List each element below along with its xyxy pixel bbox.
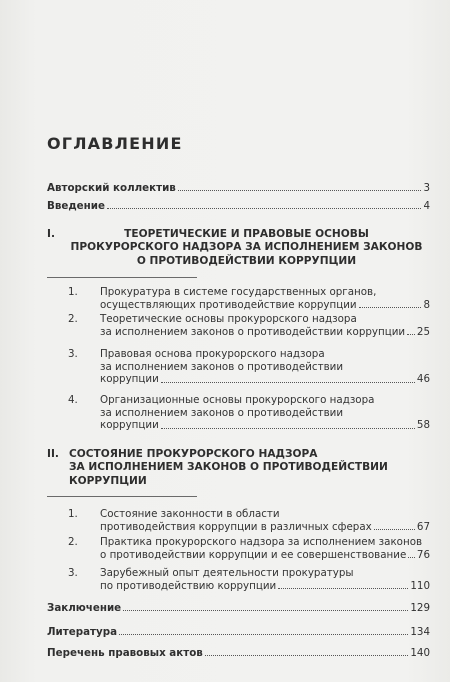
section-rule: [47, 277, 197, 278]
toc-entry-introduction[interactable]: [47, 200, 430, 212]
section-heading-1[interactable]: [47, 228, 430, 268]
section-heading-line: ПРОКУРОРСКОГО НАДЗОРА ЗА ИСПОЛНЕНИЕМ ЗАКОНОВ: [70, 241, 423, 254]
subentry-line: за исполнением законов о противодействии: [100, 406, 344, 419]
dot-leader: [205, 654, 409, 656]
subentry-number: 4.: [68, 394, 78, 406]
dot-leader: [161, 427, 415, 429]
toc-subentry[interactable]: [68, 348, 430, 386]
dot-leader: [278, 587, 408, 589]
subentry-number: 3.: [68, 348, 78, 360]
toc-entry-authors[interactable]: [47, 182, 430, 194]
subentry-page: 8: [423, 298, 430, 311]
subentry-number: 2.: [68, 536, 78, 548]
toc-entry-label: Перечень правовых актов: [47, 647, 203, 659]
toc-subentry[interactable]: [68, 313, 430, 338]
dot-leader: [123, 609, 408, 611]
toc-entry-label: Литература: [47, 626, 118, 638]
toc-entry-label: Заключение: [47, 602, 122, 614]
toc-entry-label: Авторский коллектив: [47, 182, 176, 194]
section-rule: [47, 496, 197, 497]
section-heading-line: ЗА ИСПОЛНЕНИЕМ ЗАКОНОВ О ПРОТИВОДЕЙСТВИИ: [69, 461, 388, 474]
dot-leader: [359, 306, 422, 308]
subentry-line: коррупции: [100, 419, 159, 432]
section-heading-line: О ПРОТИВОДЕЙСТВИИ КОРРУПЦИИ: [136, 254, 357, 267]
subentry-line: осуществляющих противодействие коррупции: [100, 298, 357, 311]
subentry-number: 1.: [68, 508, 78, 520]
toc-entry-page: 129: [410, 602, 430, 614]
toc-subentry[interactable]: [68, 508, 430, 533]
subentry-number: 1.: [68, 286, 78, 298]
page-title: ОГЛАВЛЕНИЕ: [47, 134, 183, 153]
subentry-line: о противодействии коррупции и ее совершенствование: [100, 548, 407, 561]
toc-entry-page: 140: [410, 647, 430, 659]
section-number: I.: [47, 228, 55, 240]
subentry-page: 76: [416, 548, 430, 561]
toc-subentry[interactable]: [68, 567, 430, 592]
subentry-line: Зарубежный опыт деятельности прокуратуры: [100, 567, 354, 579]
subentry-line: за исполнением законов о противодействии: [100, 360, 344, 373]
dot-leader: [407, 333, 415, 335]
toc-entry-literature[interactable]: [47, 626, 430, 638]
dot-leader: [374, 528, 415, 530]
subentry-line: коррупции: [100, 373, 159, 386]
subentry-page: 67: [416, 520, 430, 533]
subentry-number: 3.: [68, 567, 78, 579]
subentry-page: 58: [416, 419, 430, 432]
dot-leader: [107, 207, 421, 209]
section-heading-line: СОСТОЯНИЕ ПРОКУРОРСКОГО НАДЗОРА: [69, 448, 318, 460]
section-heading-line: КОРРУПЦИИ: [69, 474, 147, 487]
subentry-line: Организационные основы прокурорского надзора: [100, 394, 375, 406]
subentry-line: Состояние законности в области: [100, 508, 280, 520]
subentry-line: по противодействию коррупции: [100, 579, 277, 592]
toc-entry-legal-acts[interactable]: [47, 647, 430, 659]
subentry-line: Правовая основа прокурорского надзора: [100, 348, 325, 360]
toc-entry-page: 4: [423, 200, 430, 212]
subentry-line: Практика прокурорского надзора за исполнением законов: [100, 536, 423, 548]
dot-leader: [161, 381, 415, 383]
toc-subentry[interactable]: [68, 286, 430, 311]
dot-leader: [119, 633, 408, 635]
section-heading-line: ТЕОРЕТИЧЕСКИЕ И ПРАВОВЫЕ ОСНОВЫ: [124, 228, 369, 240]
section-heading-2[interactable]: [47, 448, 430, 488]
subentry-line: за исполнением законов о противодействии коррупции: [100, 325, 406, 338]
subentry-line: Теоретические основы прокурорского надзора: [100, 313, 357, 325]
subentry-line: Прокуратура в системе государственных органов,: [100, 286, 377, 298]
toc-subentry[interactable]: [68, 536, 430, 561]
toc-subentry[interactable]: [68, 394, 430, 432]
subentry-line: противодействия коррупции в различных сферах: [100, 520, 372, 533]
toc-entry-page: 3: [423, 182, 430, 194]
toc-entry-page: 134: [410, 626, 430, 638]
subentry-page: 46: [416, 373, 430, 386]
toc-entry-conclusion[interactable]: [47, 602, 430, 614]
subentry-number: 2.: [68, 313, 78, 325]
section-number: II.: [47, 448, 59, 460]
dot-leader: [408, 556, 415, 558]
subentry-page: 25: [416, 325, 430, 338]
dot-leader: [178, 189, 422, 191]
toc-entry-label: Введение: [47, 200, 105, 212]
subentry-page: 110: [410, 579, 430, 592]
